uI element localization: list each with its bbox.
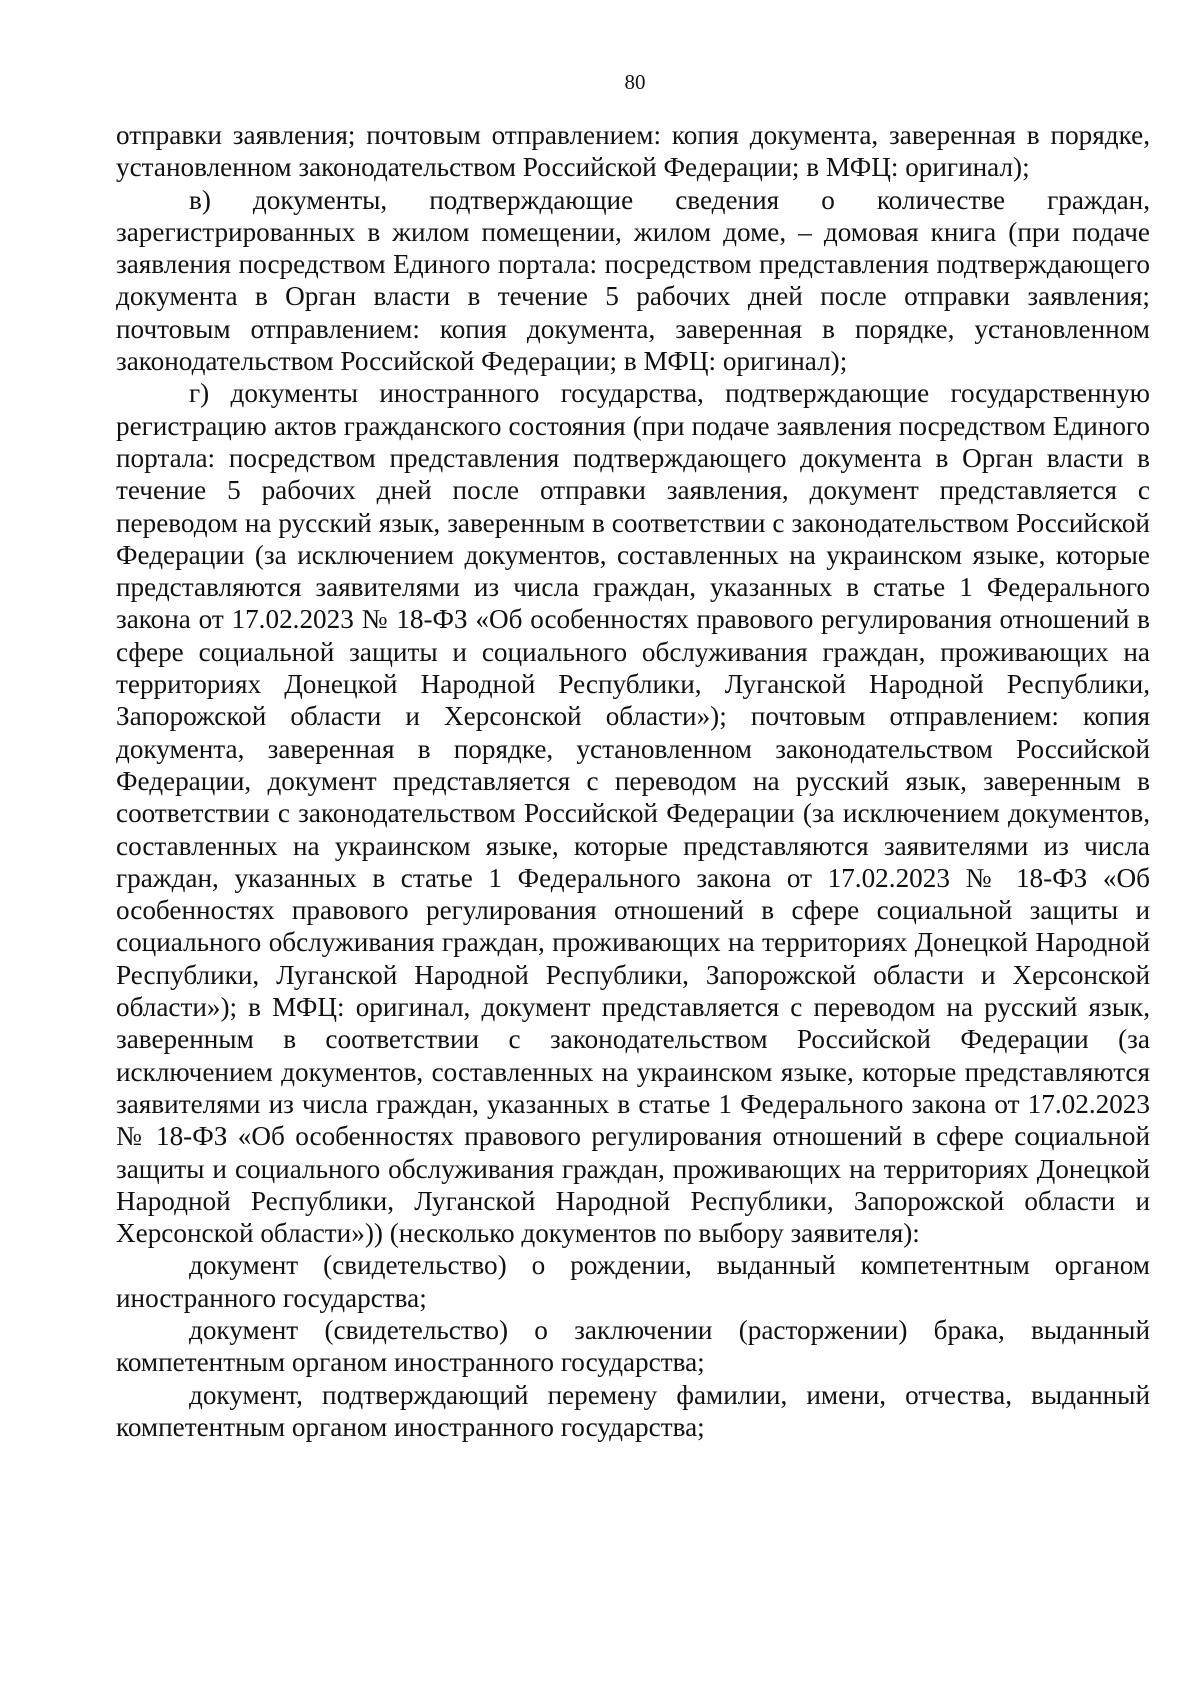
paragraph-name-change: документ, подтверждающий перемену фамилии, имени, отчества, выданный компетентным органом иностранного государства;: [116, 1379, 1150, 1442]
paragraph-marriage-certificate: документ (свидетельство) о заключении (расторжении) брака, выданный компетентным органом иностранного государства;: [116, 1314, 1150, 1378]
paragraph-item-g: г) документы иностранного государства, подтверждающие государственную регистрацию актов гражданского состояния (при подаче заявления посредством Единого портала: посредством представления подтверждающего документа в Орган власти в течение 5 рабочих дней после отправки заявления, документ представляется с переводом на русский язык, заверенным в соответствии с законодательством Российской Федерации (за исключением документов, составленных на украинском языке, которые представляются заявителями из числа граждан, указанных в статье 1 Федерального закона от 17.02.2023 № 18-ФЗ «Об особенностях правового регулирования отношений в сфере социальной защиты и социального обслуживания граждан, проживающих на территориях Донецкой Народной Республики, Луганской Народной Республики, Запорожской области и Херсонской области»); почтовым отправлением: копия документа, заверенная в порядке, установленном законодательством Российской Федерации, документ представляется с переводом на русский язык, заверенным в соответствии с законодательством Российской Федерации (за исключением документов, составленных на украинском языке, которые представляются заявителями из числа граждан, указанных в статье 1 Федерального закона от 17.02.2023 № 18-ФЗ «Об особенностях правового регулирования отношений в сфере социальной защиты и социального обслуживания граждан, проживающих на территориях Донецкой Народной Республики, Луганской Народной Республики, Запорожской области и Херсонской области»); в МФЦ: оригинал, документ представляется с переводом на русский язык, заверенным в соответствии с законодательством Российской Федерации (за исключением документов, составленных на украинском языке, которые представляются заявителями из числа граждан, указанных в статье 1 Федерального закона от 17.02.2023 № 18-ФЗ «Об особенностях правового регулирования отношений в сфере социальной защиты и социального обслуживания граждан, проживающих на территориях Донецкой Народной Республики, Луганской Народной Республики, Запорожской области и Херсонской области»)) (несколько документов по выбору заявителя):: [116, 378, 1150, 1249]
paragraph-item-v: в) документы, подтверждающие сведения о количестве граждан, зарегистрированных в жилом помещении, жилом доме, – домовая книга (при подаче заявления посредством Единого портала: посредством представления подтверждающего документа в Орган власти в течение 5 рабочих дней после отправки заявления; почтовым отправлением: копия документа, заверенная в порядке, установленном законодательством Российской Федерации; в МФЦ: оригинал);: [116, 184, 1150, 377]
page-number: 80: [624, 70, 646, 94]
paragraph-continuation: отправки заявления; почтовым отправлением: копия документа, заверенная в порядке, установленном законодательством Российской Федерации; в МФЦ: оригинал);: [116, 120, 1150, 183]
paragraph-birth-certificate: документ (свидетельство) о рождении, выданный компетентным органом иностранного государства;: [116, 1250, 1150, 1313]
document-body: [116, 119, 1150, 1443]
